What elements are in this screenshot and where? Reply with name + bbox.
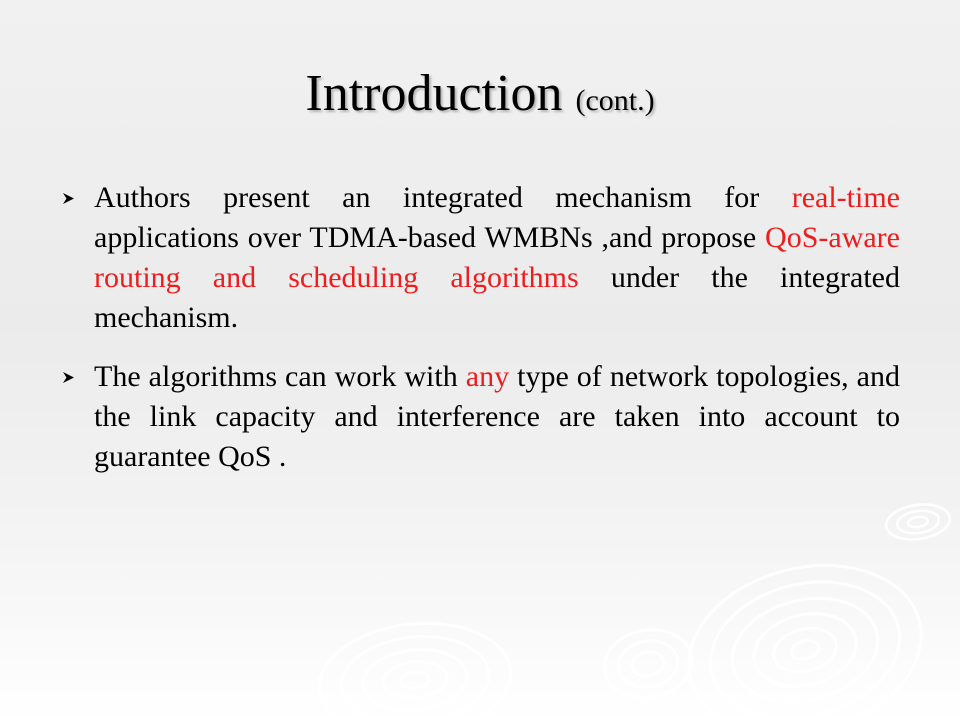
ripple-small [884, 501, 952, 544]
bullet-text-segment: Authors present an integrated mechanism for [94, 181, 792, 214]
arrowhead-bullet-icon [62, 192, 75, 205]
ripple-left [314, 614, 517, 720]
arrowhead-bullet-icon [62, 371, 75, 384]
highlighted-text: QoS-aware routing and scheduling algorithms [94, 221, 900, 294]
highlighted-text: real-time [791, 181, 900, 214]
bullet-item [62, 178, 900, 338]
bullet-text-segment: applications over TDMA-based WMBNs ,and propose [94, 221, 766, 254]
bullet-item [62, 357, 900, 477]
bullet-text-segment: The algorithms can work with [94, 360, 466, 393]
title-main: Introduction [305, 65, 563, 122]
ripple-large [671, 542, 940, 720]
bullet-list [62, 178, 900, 496]
bullet-text-segment: type of network topologies, and the link capacity and interference are taken into account to guarantee QoS . [94, 360, 900, 473]
title-suffix: (cont.) [575, 84, 655, 117]
slide-title [0, 58, 960, 137]
ripple-medium [599, 623, 697, 705]
highlighted-text: any [465, 360, 510, 393]
bullet-text-segment: under the integrated mechanism. [94, 261, 900, 334]
